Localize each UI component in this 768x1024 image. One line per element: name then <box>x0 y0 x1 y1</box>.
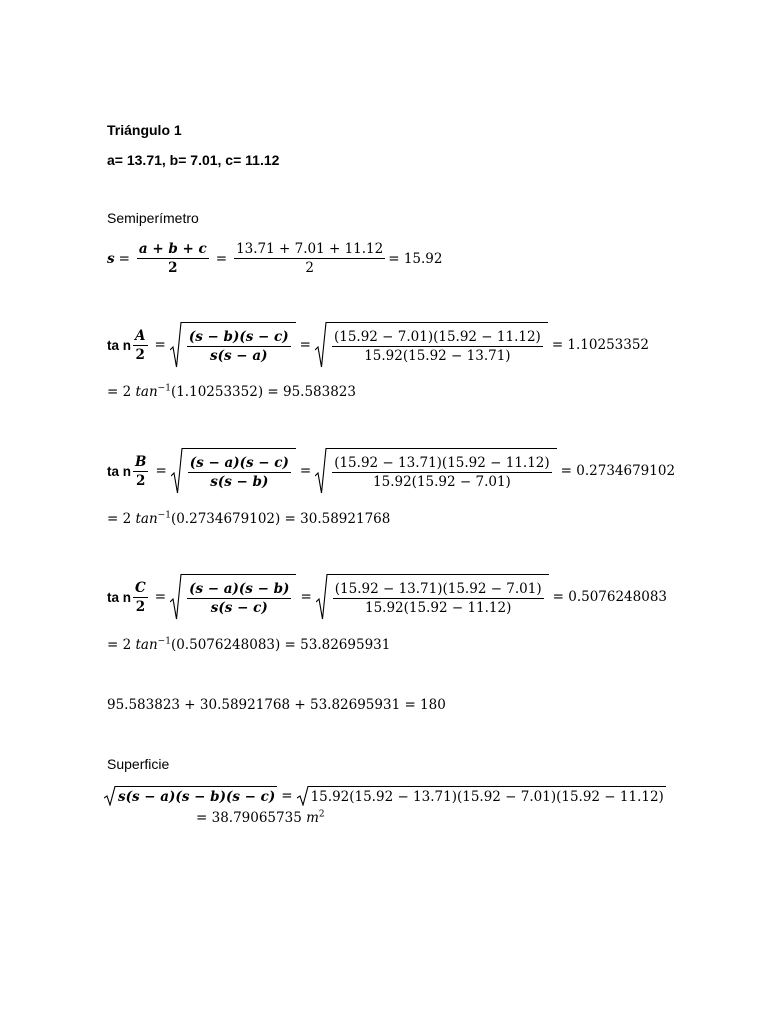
half-denominator: 2 <box>136 472 146 489</box>
tan-value: = 0.2734679102 <box>560 463 676 479</box>
tan-half-angle-b: ta n $\frac{B}{2}$ = $\frac{(s - a)(s - c)}{s(s - b)}$ = $\frac{(15.92 - 13.71)(15.92 - 11.12)}{15.92(15.92 - 7.01)}$ = 0.2734679102 <box>107 448 675 494</box>
tan-half-angle-a: ta n $\frac{A}{2}$ = $\frac{(s - b)(s - c)}{s(s - a)}$ = $\frac{(15.92 - 7.01)(15.92 - 11.12)}{15.92(15.92 - 13.71)}$ = 1.10253352 <box>107 322 649 368</box>
angle-result-b <box>107 511 390 527</box>
tan-word: tan <box>135 384 158 400</box>
half-denominator: 2 <box>135 346 145 363</box>
sqrt-numeric <box>297 786 666 806</box>
formula-lhs: s <box>107 250 115 267</box>
numeric-fraction <box>333 580 544 617</box>
symbolic-fraction <box>188 454 291 491</box>
sqrt-numeric <box>315 448 556 494</box>
symbolic-fraction <box>187 580 291 617</box>
fraction-numerator: (s − b)(s − c) <box>188 328 289 345</box>
sqrt-symbolic <box>104 786 277 806</box>
inverse-exponent: −1 <box>157 636 171 647</box>
angle-result-c <box>107 637 390 653</box>
sqrt-numeric <box>315 322 548 368</box>
half-angle-fraction <box>133 453 148 490</box>
fraction-numerator: a + b + c <box>138 241 207 257</box>
fraction-numerator: (s − a)(s − b) <box>189 580 290 597</box>
angle-sum: 95.583823 + 30.58921768 + 53.82695931 = 180 <box>107 697 446 713</box>
surface-value: = 38.79065735 <box>196 810 302 826</box>
angle-prefix: = 2 <box>107 511 132 527</box>
angle-prefix: = 2 <box>107 637 132 653</box>
semiperimeter-formula: s = $\frac{a + b + c}{2}$ = $\frac{13.71 + 7.01 + 11.12}{2}$ = 15.92 <box>107 241 443 276</box>
tan-label: ta n <box>107 337 132 353</box>
angle-prefix: = 2 <box>107 384 132 400</box>
surface-unit-exponent: 2 <box>318 809 325 820</box>
angle-letter: B <box>135 453 147 470</box>
radicand: s(s − a)(s − b)(s − c) <box>116 786 277 806</box>
angle-letter: A <box>135 327 146 344</box>
fraction-numerator: (s − a)(s − c) <box>189 454 289 471</box>
fraction-denominator: s(s − c) <box>210 599 268 616</box>
fraction-denominator: s(s − a) <box>210 347 268 364</box>
tan-word: tan <box>135 637 158 653</box>
fraction-denominator: 15.92(15.92 − 13.71) <box>364 347 511 364</box>
tan-label: ta n <box>107 589 132 605</box>
numeric-fraction <box>332 454 551 491</box>
surface-label: Superficie <box>107 756 170 772</box>
inverse-exponent: −1 <box>157 383 171 394</box>
angle-value: (0.5076248083) = 53.82695931 <box>170 637 391 653</box>
fraction-denominator: 15.92(15.92 − 11.12) <box>365 599 512 616</box>
half-angle-fraction <box>133 327 147 364</box>
sqrt-symbolic <box>170 322 296 368</box>
symbolic-fraction <box>187 328 291 365</box>
surface-formula: s(s − a)(s − b)(s − c) = 15.92(15.92 − 13.71)(15.92 − 7.01)(15.92 − 11.12) <box>104 786 666 806</box>
fraction-denominator: 2 <box>168 260 178 276</box>
half-angle-fraction <box>133 579 148 616</box>
tan-word: tan <box>135 511 158 527</box>
inverse-exponent: −1 <box>157 510 171 521</box>
fraction-numerator: (15.92 − 7.01)(15.92 − 11.12) <box>333 328 541 345</box>
tan-value: = 0.5076248083 <box>552 589 667 605</box>
tan-half-angle-c: ta n $\frac{C}{2}$ = $\frac{(s - a)(s - b)}{s(s - c)}$ = $\frac{(15.92 - 13.71)(15.92 - 7.01)}{15.92(15.92 - 11.12)}$ = 0.5076248083 <box>107 574 667 620</box>
fraction-denominator: s(s − b) <box>210 473 269 490</box>
sqrt-symbolic <box>170 574 296 620</box>
numeric-fraction <box>234 240 385 277</box>
angle-result-a <box>107 384 356 400</box>
fraction-numerator: (15.92 − 13.71)(15.92 − 7.01) <box>334 580 542 597</box>
radicand: 15.92(15.92 − 13.71)(15.92 − 7.01)(15.92 − 11.12) <box>309 786 666 806</box>
semiperimeter-result: = 15.92 <box>388 250 443 267</box>
given-sides: a= 13.71, b= 7.01, c= 11.12 <box>107 152 280 168</box>
symbolic-fraction <box>137 240 209 277</box>
fraction-numerator: 13.71 + 7.01 + 11.12 <box>236 241 384 257</box>
surface-unit: m <box>306 810 319 826</box>
fraction-denominator: 15.92(15.92 − 7.01) <box>373 473 511 490</box>
angle-letter: C <box>135 579 146 596</box>
fraction-numerator: (15.92 − 13.71)(15.92 − 11.12) <box>334 454 550 471</box>
numeric-fraction <box>332 328 543 365</box>
angle-value: (1.10253352) = 95.583823 <box>170 384 356 400</box>
sqrt-symbolic <box>171 448 296 494</box>
half-denominator: 2 <box>135 598 146 615</box>
semiperimeter-label: Semiperímetro <box>107 210 199 226</box>
fraction-denominator: 2 <box>305 260 314 276</box>
tan-value: = 1.10253352 <box>551 337 650 353</box>
tan-label: ta n <box>107 463 132 479</box>
angle-value: (0.2734679102) = 30.58921768 <box>170 511 391 527</box>
surface-result <box>196 810 325 826</box>
sqrt-numeric <box>316 574 549 620</box>
document-title: Triángulo 1 <box>107 122 182 138</box>
